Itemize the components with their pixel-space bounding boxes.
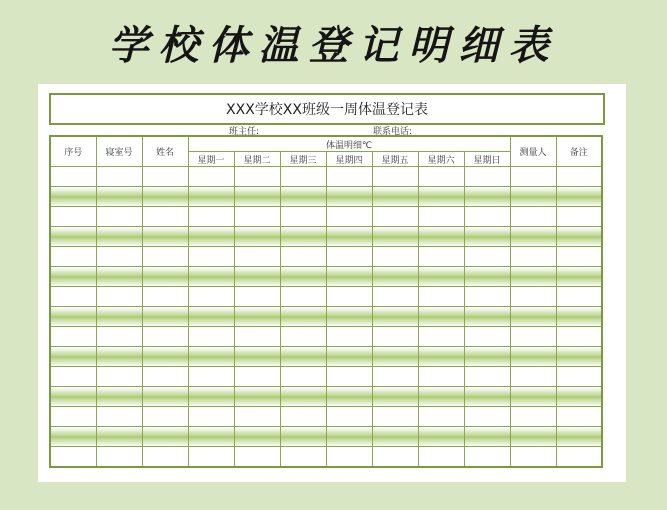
table-cell[interactable] — [510, 227, 556, 247]
table-cell[interactable] — [50, 187, 96, 207]
table-cell[interactable] — [510, 167, 556, 187]
table-cell[interactable] — [234, 407, 280, 427]
table-cell[interactable] — [188, 367, 234, 387]
table-cell[interactable] — [142, 347, 188, 367]
table-row — [50, 247, 602, 267]
header-day: 星期一 — [188, 152, 234, 167]
table-cell[interactable] — [556, 407, 602, 427]
table-cell[interactable] — [372, 167, 418, 187]
table-cell[interactable] — [188, 347, 234, 367]
table-cell[interactable] — [280, 447, 326, 468]
header-temperature-group: 体温明细℃ — [188, 136, 510, 152]
phone-label: 联系电话: — [373, 127, 413, 137]
table-cell[interactable] — [326, 427, 372, 447]
table-cell[interactable] — [96, 247, 142, 267]
table-cell[interactable] — [188, 307, 234, 327]
table-cell[interactable] — [510, 207, 556, 227]
table-cell[interactable] — [142, 307, 188, 327]
table-cell[interactable] — [418, 287, 464, 307]
table-cell[interactable] — [96, 427, 142, 447]
table-cell[interactable] — [556, 307, 602, 327]
table-cell[interactable] — [50, 267, 96, 287]
table-row — [50, 267, 602, 287]
table-cell[interactable] — [280, 247, 326, 267]
table-cell[interactable] — [372, 307, 418, 327]
table-cell[interactable] — [326, 207, 372, 227]
table-cell[interactable] — [142, 447, 188, 468]
table-cell[interactable] — [188, 407, 234, 427]
table-cell[interactable] — [50, 307, 96, 327]
table-cell[interactable] — [372, 287, 418, 307]
table-row — [50, 307, 602, 327]
table-cell[interactable] — [510, 347, 556, 367]
table-row — [50, 427, 602, 447]
table-cell[interactable] — [464, 407, 510, 427]
table-cell[interactable] — [326, 187, 372, 207]
table-row — [50, 327, 602, 347]
table-cell[interactable] — [326, 367, 372, 387]
table-cell[interactable] — [510, 287, 556, 307]
table-cell[interactable] — [556, 227, 602, 247]
table-cell[interactable] — [372, 427, 418, 447]
table-cell[interactable] — [280, 427, 326, 447]
table-row — [50, 347, 602, 367]
table-cell[interactable] — [510, 327, 556, 347]
table-cell[interactable] — [326, 307, 372, 327]
header-day: 星期五 — [372, 152, 418, 167]
table-cell[interactable] — [464, 227, 510, 247]
table-cell[interactable] — [142, 227, 188, 247]
table-cell[interactable] — [142, 267, 188, 287]
table-cell[interactable] — [142, 187, 188, 207]
table-cell[interactable] — [418, 227, 464, 247]
table-cell[interactable] — [326, 347, 372, 367]
table-cell[interactable] — [464, 167, 510, 187]
table-cell[interactable] — [142, 427, 188, 447]
table-cell[interactable] — [372, 327, 418, 347]
table-cell[interactable] — [96, 307, 142, 327]
table-cell[interactable] — [142, 167, 188, 187]
table-cell[interactable] — [510, 247, 556, 267]
table-cell[interactable] — [234, 347, 280, 367]
header-day: 星期六 — [418, 152, 464, 167]
table-cell[interactable] — [234, 327, 280, 347]
table-cell[interactable] — [418, 387, 464, 407]
table-cell[interactable] — [464, 427, 510, 447]
table-cell[interactable] — [464, 247, 510, 267]
table-cell[interactable] — [96, 327, 142, 347]
table-cell[interactable] — [510, 367, 556, 387]
table-cell[interactable] — [280, 287, 326, 307]
table-cell[interactable] — [188, 287, 234, 307]
table-cell[interactable] — [50, 327, 96, 347]
table-cell[interactable] — [280, 407, 326, 427]
table-cell[interactable] — [326, 267, 372, 287]
table-cell[interactable] — [280, 387, 326, 407]
table-cell[interactable] — [280, 347, 326, 367]
table-cell[interactable] — [464, 207, 510, 227]
table-cell[interactable] — [142, 387, 188, 407]
header-index: 序号 — [50, 136, 96, 167]
table-cell[interactable] — [556, 367, 602, 387]
table-cell[interactable] — [142, 247, 188, 267]
table-cell[interactable] — [96, 267, 142, 287]
table-cell[interactable] — [188, 387, 234, 407]
table-cell[interactable] — [142, 207, 188, 227]
table-row — [50, 227, 602, 247]
table-cell[interactable] — [464, 447, 510, 468]
table-cell[interactable] — [464, 327, 510, 347]
table-row — [50, 287, 602, 307]
table-cell[interactable] — [234, 207, 280, 227]
table-cell[interactable] — [326, 247, 372, 267]
table-cell[interactable] — [418, 407, 464, 427]
table-cell[interactable] — [280, 167, 326, 187]
table-cell[interactable] — [234, 307, 280, 327]
table-cell[interactable] — [326, 447, 372, 468]
table-cell[interactable] — [50, 207, 96, 227]
banner-title: 学校体温登记明细表 — [108, 22, 559, 69]
table-row — [50, 367, 602, 387]
table-cell[interactable] — [556, 427, 602, 447]
form-sheet — [38, 84, 626, 482]
table-row — [50, 167, 602, 187]
table-cell[interactable] — [372, 447, 418, 468]
table-cell[interactable] — [464, 187, 510, 207]
header-day: 星期三 — [280, 152, 326, 167]
table-cell[interactable] — [188, 247, 234, 267]
table-cell[interactable] — [510, 307, 556, 327]
table-cell[interactable] — [418, 327, 464, 347]
header-room: 寝室号 — [96, 136, 142, 167]
table-row — [50, 407, 602, 427]
table-cell[interactable] — [50, 367, 96, 387]
header-name: 姓名 — [142, 136, 188, 167]
table-cell[interactable] — [188, 227, 234, 247]
table-cell[interactable] — [326, 287, 372, 307]
table-cell[interactable] — [418, 307, 464, 327]
table-cell[interactable] — [234, 247, 280, 267]
form-title: XXX学校XX班级一周体温登记表 — [49, 93, 605, 125]
header-day: 星期日 — [464, 152, 510, 167]
table-cell[interactable] — [50, 227, 96, 247]
table-cell[interactable] — [96, 227, 142, 247]
table-cell[interactable] — [234, 187, 280, 207]
table-cell[interactable] — [234, 167, 280, 187]
table-cell[interactable] — [234, 267, 280, 287]
table-cell[interactable] — [372, 367, 418, 387]
table-cell[interactable] — [50, 387, 96, 407]
table-cell[interactable] — [556, 207, 602, 227]
table-cell[interactable] — [464, 347, 510, 367]
table-cell[interactable] — [326, 167, 372, 187]
table-cell[interactable] — [50, 347, 96, 367]
table-cell[interactable] — [188, 187, 234, 207]
table-cell[interactable] — [326, 327, 372, 347]
table-cell[interactable] — [556, 187, 602, 207]
table-cell[interactable] — [188, 447, 234, 468]
table-cell[interactable] — [96, 207, 142, 227]
temperature-table — [49, 135, 603, 468]
table-body — [50, 167, 602, 468]
table-cell[interactable] — [418, 167, 464, 187]
table-cell[interactable] — [418, 367, 464, 387]
table-cell[interactable] — [510, 387, 556, 407]
table-cell[interactable] — [326, 227, 372, 247]
table-cell[interactable] — [280, 227, 326, 247]
table-cell[interactable] — [372, 387, 418, 407]
table-row — [50, 207, 602, 227]
table-cell[interactable] — [50, 247, 96, 267]
table-cell[interactable] — [50, 407, 96, 427]
table-cell[interactable] — [418, 347, 464, 367]
header-note: 备注 — [556, 136, 602, 167]
table-cell[interactable] — [188, 267, 234, 287]
table-cell[interactable] — [280, 267, 326, 287]
header-day: 星期四 — [326, 152, 372, 167]
table-cell[interactable] — [556, 287, 602, 307]
table-cell[interactable] — [188, 167, 234, 187]
table-cell[interactable] — [372, 267, 418, 287]
table-cell[interactable] — [372, 187, 418, 207]
table-cell[interactable] — [142, 407, 188, 427]
table-cell[interactable] — [372, 407, 418, 427]
table-cell[interactable] — [464, 287, 510, 307]
table-cell[interactable] — [372, 347, 418, 367]
table-cell[interactable] — [556, 327, 602, 347]
table-cell[interactable] — [142, 327, 188, 347]
table-cell[interactable] — [96, 367, 142, 387]
table-row — [50, 447, 602, 468]
table-cell[interactable] — [326, 407, 372, 427]
header-day: 星期二 — [234, 152, 280, 167]
table-cell[interactable] — [96, 287, 142, 307]
table-cell[interactable] — [280, 307, 326, 327]
table-cell[interactable] — [234, 427, 280, 447]
table-cell[interactable] — [418, 187, 464, 207]
table-cell[interactable] — [96, 347, 142, 367]
table-cell[interactable] — [234, 227, 280, 247]
table-cell[interactable] — [418, 207, 464, 227]
table-cell[interactable] — [510, 407, 556, 427]
table-cell[interactable] — [96, 167, 142, 187]
table-cell[interactable] — [418, 447, 464, 468]
table-cell[interactable] — [96, 447, 142, 468]
table-cell[interactable] — [510, 267, 556, 287]
table-cell[interactable] — [50, 287, 96, 307]
table-cell[interactable] — [142, 367, 188, 387]
table-cell[interactable] — [510, 187, 556, 207]
table-cell[interactable] — [556, 167, 602, 187]
table-row — [50, 187, 602, 207]
table-cell[interactable] — [418, 267, 464, 287]
table-cell[interactable] — [96, 407, 142, 427]
table-cell[interactable] — [556, 447, 602, 468]
table-cell[interactable] — [464, 387, 510, 407]
table-cell[interactable] — [510, 447, 556, 468]
table-cell[interactable] — [234, 367, 280, 387]
table-cell[interactable] — [556, 247, 602, 267]
table-cell[interactable] — [464, 367, 510, 387]
table-cell[interactable] — [50, 427, 96, 447]
table-cell[interactable] — [234, 447, 280, 468]
table-cell[interactable] — [372, 247, 418, 267]
table-cell[interactable] — [188, 327, 234, 347]
table-row — [50, 387, 602, 407]
table-cell[interactable] — [96, 187, 142, 207]
table-cell[interactable] — [50, 447, 96, 468]
table-cell[interactable] — [556, 387, 602, 407]
table-cell[interactable] — [464, 307, 510, 327]
table-cell[interactable] — [96, 387, 142, 407]
table-cell[interactable] — [556, 267, 602, 287]
table-cell[interactable] — [326, 387, 372, 407]
table-cell[interactable] — [372, 207, 418, 227]
table-cell[interactable] — [418, 427, 464, 447]
table-cell[interactable] — [280, 187, 326, 207]
table-cell[interactable] — [188, 427, 234, 447]
head-teacher-label: 班主任: — [229, 127, 260, 137]
table-cell[interactable] — [234, 387, 280, 407]
table-cell[interactable] — [510, 427, 556, 447]
table-cell[interactable] — [418, 247, 464, 267]
table-cell[interactable] — [556, 347, 602, 367]
table-cell[interactable] — [188, 207, 234, 227]
table-cell[interactable] — [372, 227, 418, 247]
table-cell[interactable] — [234, 287, 280, 307]
header-measurer: 测量人 — [510, 136, 556, 167]
table-cell[interactable] — [142, 287, 188, 307]
table-cell[interactable] — [280, 327, 326, 347]
table-cell[interactable] — [464, 267, 510, 287]
table-cell[interactable] — [280, 367, 326, 387]
table-cell[interactable] — [50, 167, 96, 187]
table-cell[interactable] — [280, 207, 326, 227]
